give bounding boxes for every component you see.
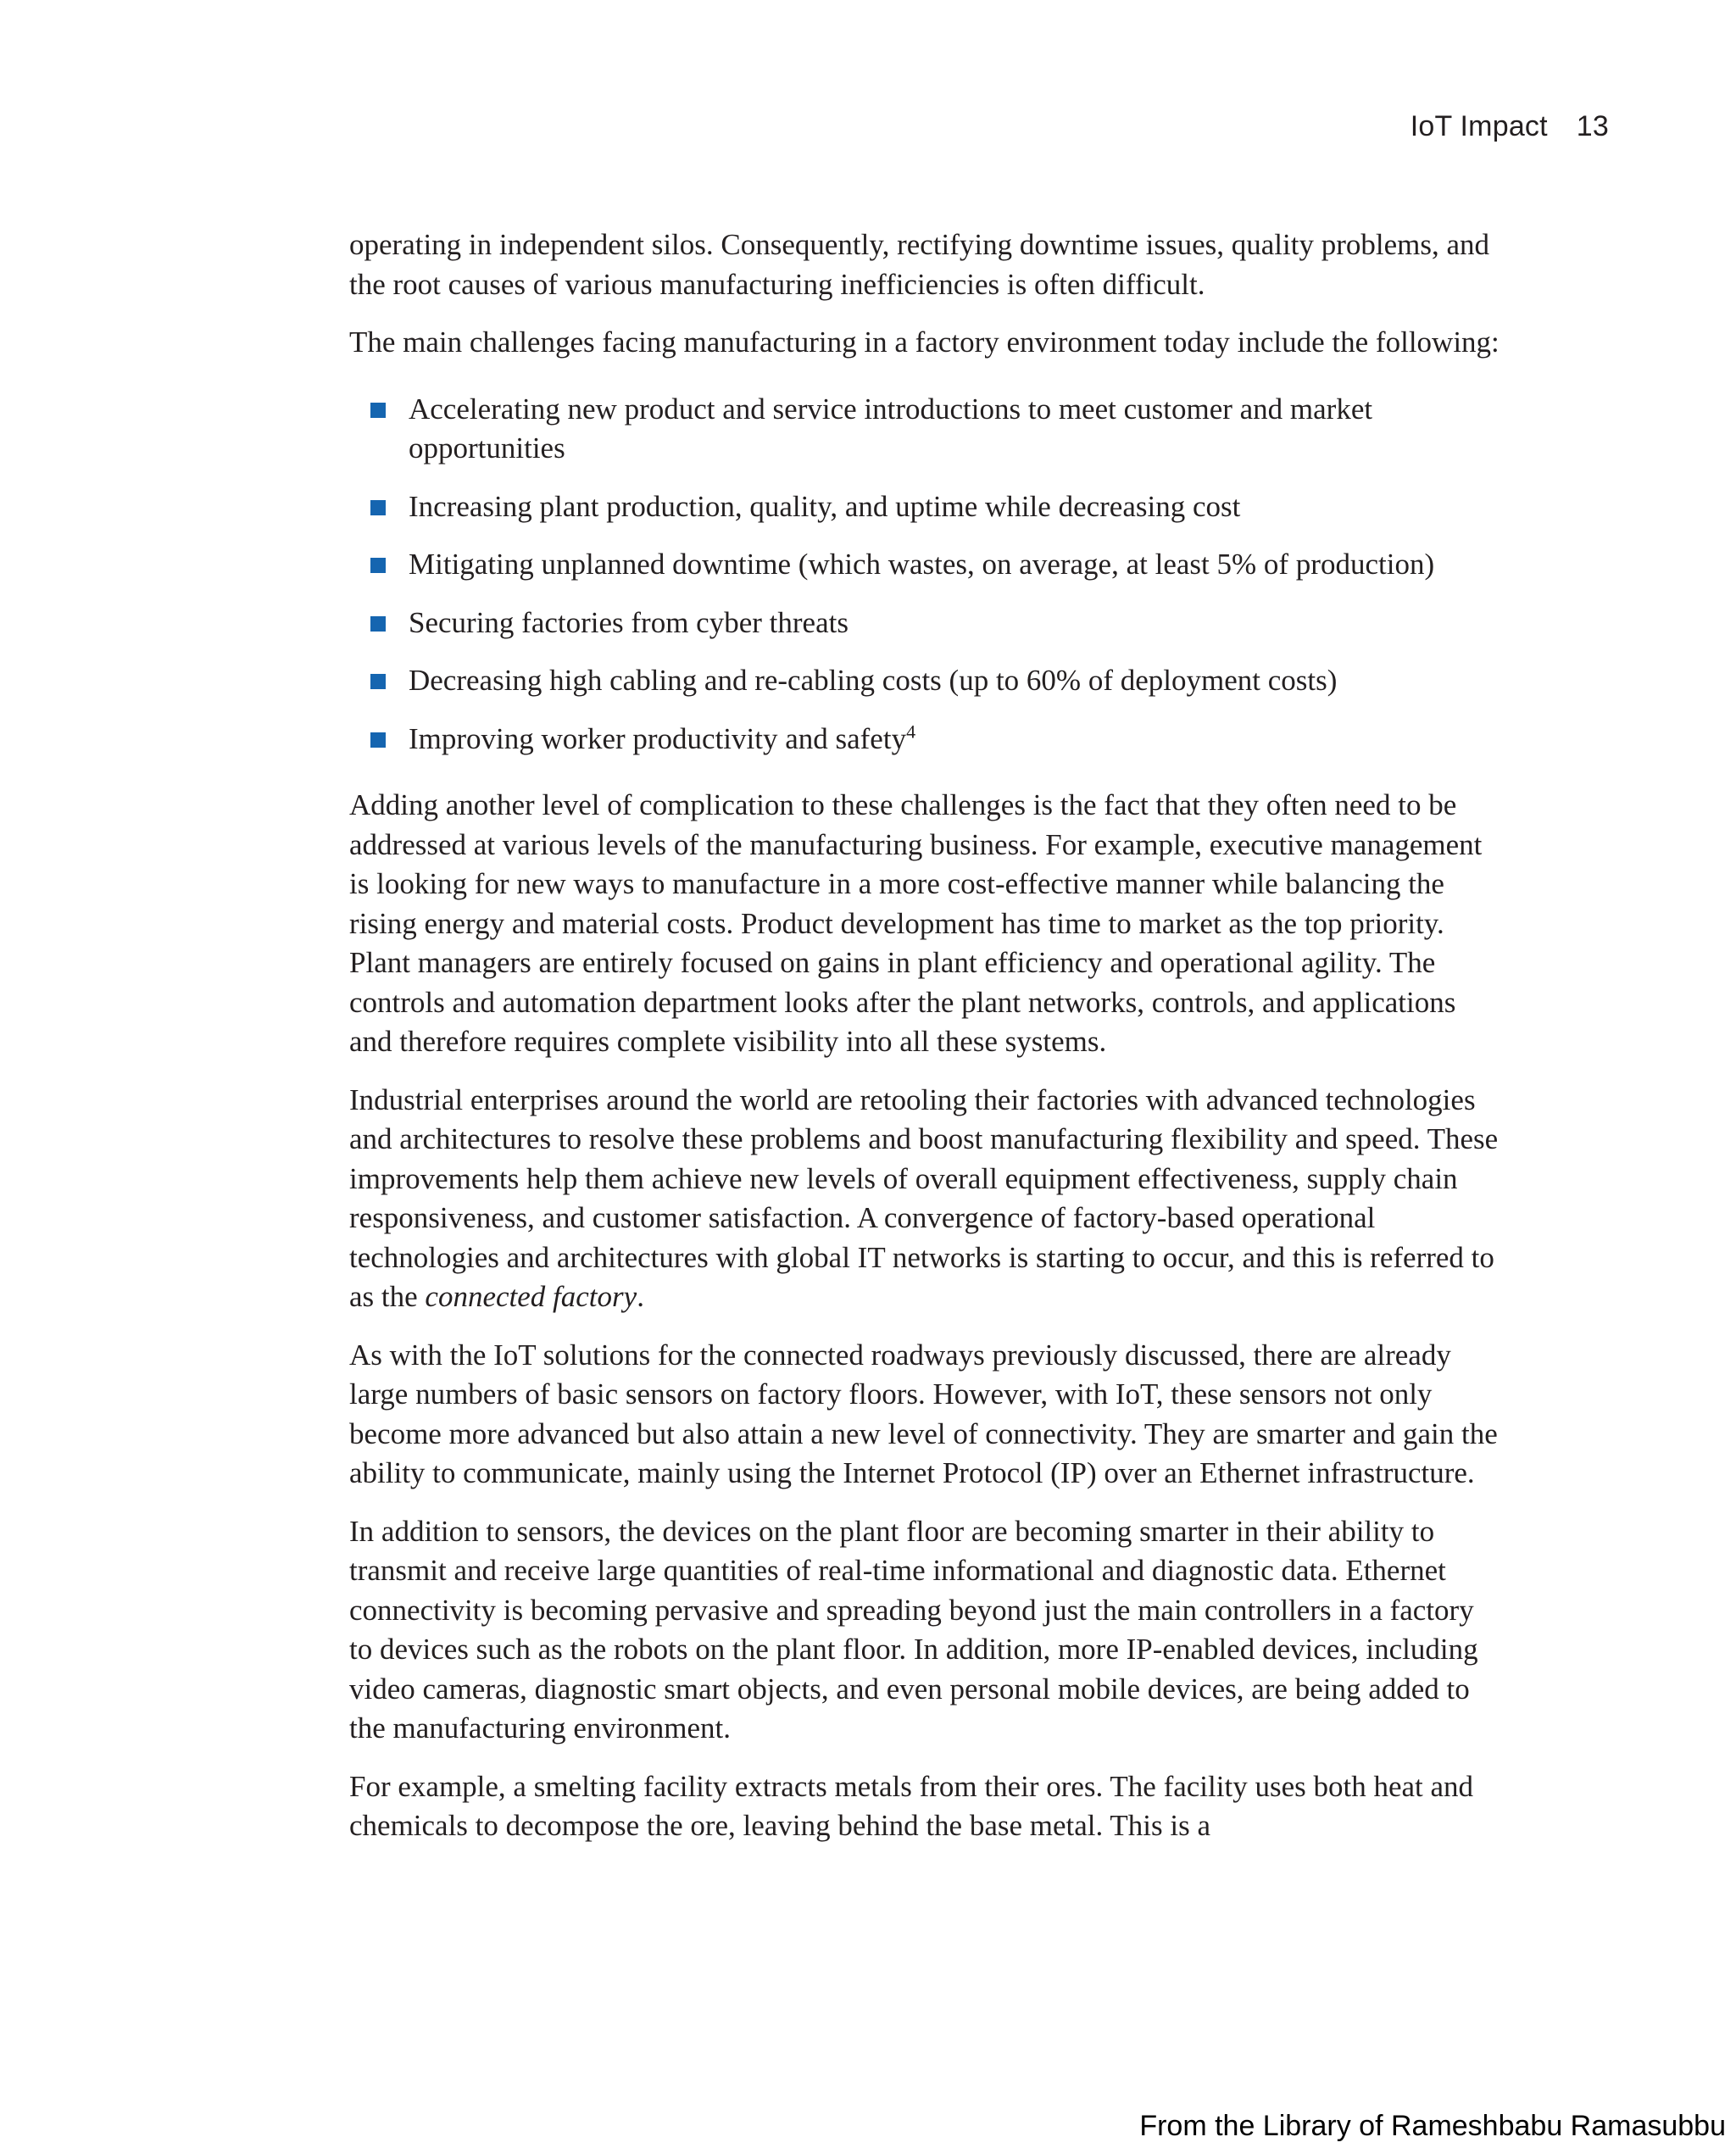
list-item [349,661,1502,701]
running-head [1410,110,1609,143]
list-item [349,720,1502,760]
list-item [349,604,1502,643]
body-text [349,225,1502,1865]
list-item-text: Accelerating new product and service introductions to meet customer and market opportunities [409,392,1373,465]
bullet-square-icon [370,558,386,573]
bullet-square-icon [370,616,386,632]
list-item [349,545,1502,585]
bullet-square-icon [370,403,386,418]
paragraph-smelting: For example, a smelting facility extracts metals from their ores. The facility uses both heat and chemicals to decompose the ore, leaving behind the base metal. This is a [349,1769,1474,1842]
paragraph-challenges-intro: The main challenges facing manufacturing in a factory environment today include the following: [349,326,1500,359]
list-item-text: Securing factories from cyber threats [409,605,849,639]
list-item [349,390,1502,469]
footnote-marker[interactable]: 4 [906,720,916,742]
paragraph-industrial-end: . [637,1280,644,1313]
connected-factory-term: connected factory [425,1280,637,1313]
page-number: 13 [1576,110,1609,142]
paragraph-sensors: As with the IoT solutions for the connected roadways previously discussed, there are already large numbers of basic sensors on factory floors. However, with IoT, these sensors not only become more advanced but also attain a new level of connectivity. They are smarter and gain the ability to communicate, mainly using the Internet Protocol (IP) over an Ethernet infrastructure. [349,1338,1498,1489]
section-title: IoT Impact [1410,110,1548,142]
paragraph-industrial [349,1081,1502,1317]
paragraph-silos: operating in independent silos. Consequently, rectifying downtime issues, quality problems, and the root causes of various manufacturing inefficiencies is often difficult. [349,228,1490,301]
bullet-square-icon [370,674,386,689]
list-item-text: Improving worker productivity and safety [409,721,907,755]
paragraph-industrial-text: Industrial enterprises around the world are retooling their factories with advanced technologies and architectures to resolve these problems and boost manufacturing flexibility and speed. These improvements help them achieve new levels of overall equipment effectiveness, supply chain responsiveness, and customer satisfaction. A convergence of factory-based operational technologies and architectures with global IT networks is starting to occur, and this is referred to as the [349,1082,1499,1313]
paragraph-complication: Adding another level of complication to these challenges is the fact that they often need to be addressed at various levels of the manufacturing business. For example, executive management is looking for new ways to manufacture in a more cost-effective manner while balancing the rising energy and material costs. Product development has time to market as the top priority. Plant managers are entirely focused on gains in plant efficiency and operational agility. The controls and automation department looks after the plant networks, controls, and applications and therefore requires complete visibility into all these systems. [349,788,1483,1058]
list-item-text: Mitigating unplanned downtime (which wastes, on average, at least 5% of production) [409,548,1435,581]
library-watermark: From the Library of Rameshbabu Ramasubbu [1139,2110,1726,2142]
challenges-list [349,390,1502,760]
bullet-square-icon [370,732,386,748]
paragraph-devices: In addition to sensors, the devices on the plant floor are becoming smarter in their ability to transmit and receive large quantities of real-time informational and diagnostic data. Ethernet connectivity is becoming pervasive and spreading beyond just the main controllers in a factory to devices such as the robots on the plant floor. In addition, more IP-enabled devices, including video cameras, diagnostic smart objects, and even personal mobile devices, are being added to the manufacturing environment. [349,1514,1478,1745]
list-item [349,487,1502,527]
bullet-square-icon [370,500,386,515]
list-item-text: Increasing plant production, quality, and uptime while decreasing cost [409,489,1241,523]
list-item-text: Decreasing high cabling and re-cabling costs (up to 60% of deployment costs) [409,664,1338,697]
